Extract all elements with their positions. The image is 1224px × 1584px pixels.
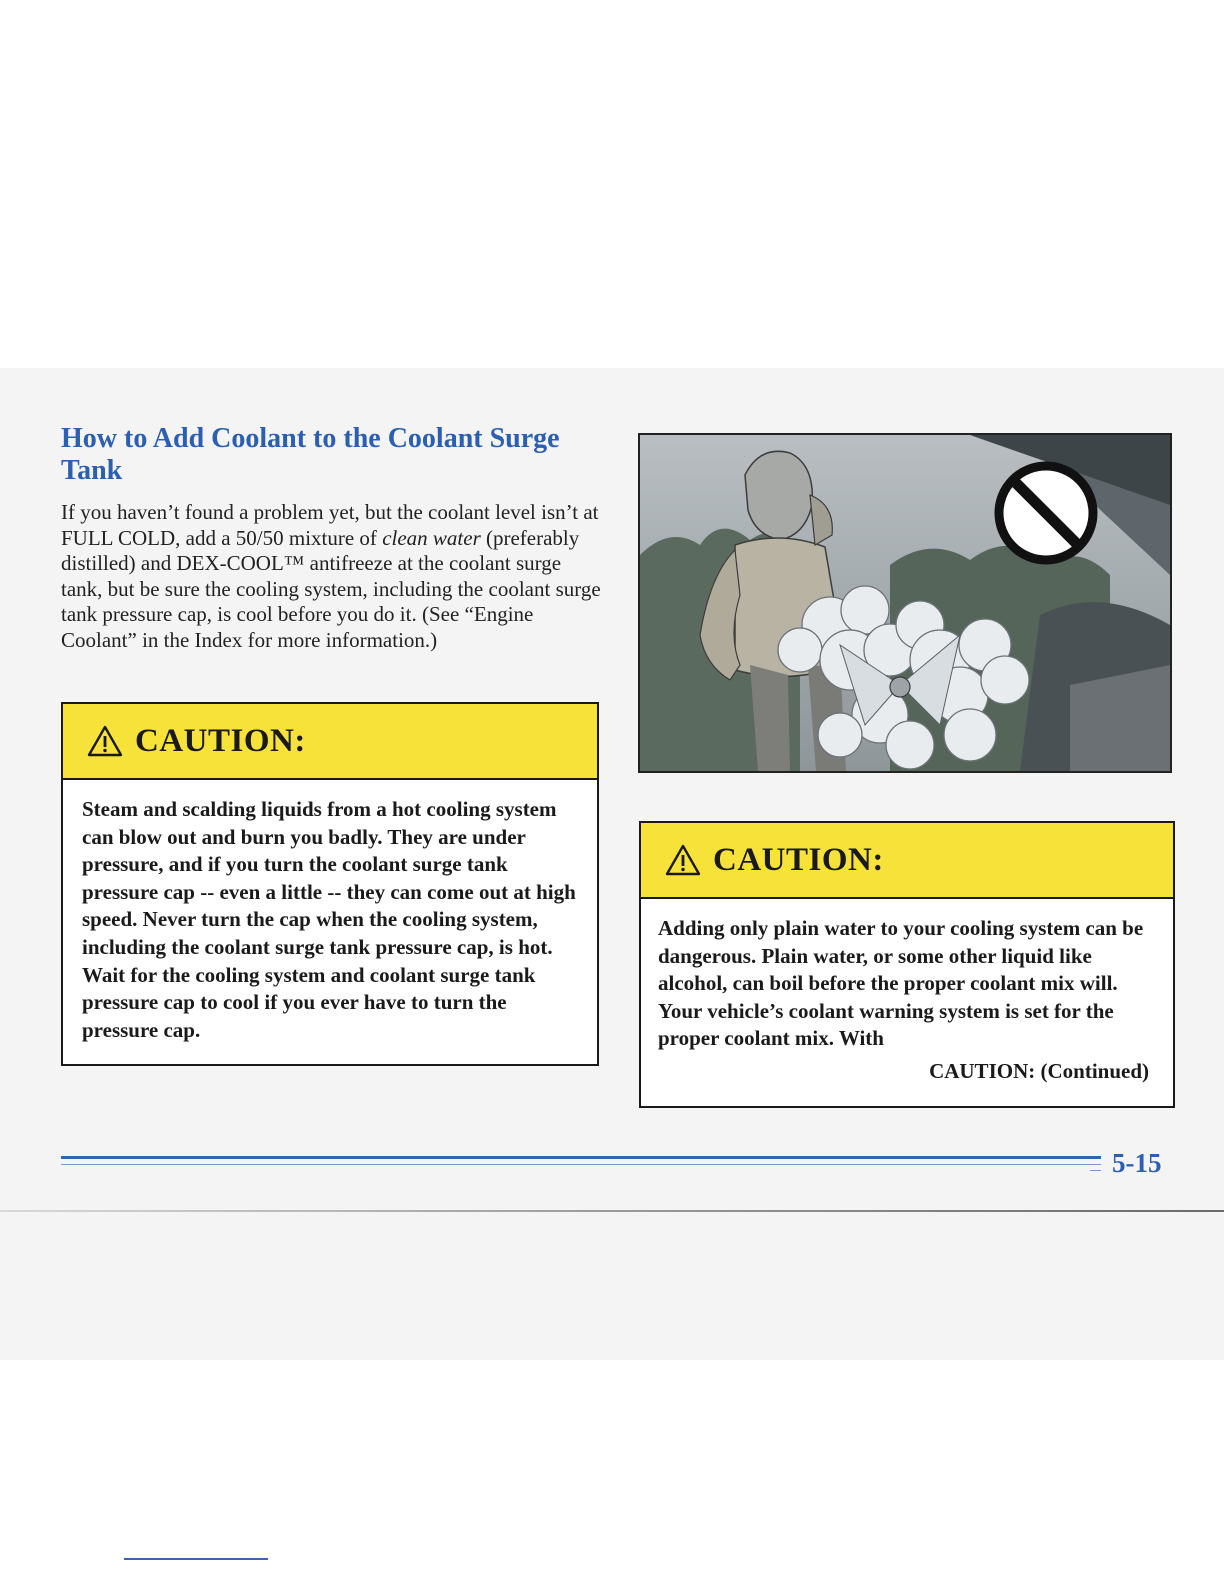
steam-illustration xyxy=(638,433,1172,773)
person-steam-burn-image xyxy=(640,435,1170,771)
caution-box-steam xyxy=(61,702,599,1066)
section-body xyxy=(61,500,606,654)
warning-triangle-icon xyxy=(665,844,701,876)
page-number: 5-15 xyxy=(1112,1148,1162,1178)
caution-title: CAUTION: xyxy=(713,841,884,878)
warning-triangle-icon xyxy=(87,725,123,757)
caution-text: Adding only plain water to your cooling system can be dangerous. Plain water, or some other liquid like alcohol, can boil before the proper coolant mix will. Your vehicle’s coolant warning system is set for the proper coolant mix. With xyxy=(658,916,1144,1051)
caution-title: CAUTION: xyxy=(135,722,306,759)
caution-header xyxy=(63,704,597,780)
body-text-part-2: (preferably distilled) and DEX-COOL™ antifreeze at the coolant surge tank, but be sure the cooling system, including the coolant surge tank pressure cap, is cool before you do it. (See “Engine Coolant” in the Index for more information.) xyxy=(61,525,601,652)
body-text-part-1: If you haven’t found a problem yet, but the coolant level isn’t at FULL COLD, add a 50/50 mixture of xyxy=(61,500,599,550)
body-text-italic: clean water xyxy=(382,525,481,550)
caution-header xyxy=(641,823,1173,899)
page-edge-line xyxy=(0,1210,1224,1212)
caution-text: Steam and scalding liquids from a hot cooling system can blow out and burn you badly. They are under pressure, and if you turn the coolant surge tank pressure cap -- even a little -- they can come out at high speed. Never turn the cap when the cooling system, including the coolant surge tank pressure cap, is hot. Wait for the cooling system and coolant surge tank pressure cap to cool if you ever have to turn the pressure cap. xyxy=(82,797,576,1042)
caution-continued-label: CAUTION: (Continued) xyxy=(929,1058,1149,1083)
section-heading: How to Add Coolant to the Coolant Surge Tank xyxy=(61,423,560,486)
footer-rule-tick xyxy=(1090,1170,1101,1171)
footer-rule-thin xyxy=(61,1164,1101,1165)
footer-rule xyxy=(61,1156,1101,1159)
no-symbol-icon xyxy=(999,466,1093,560)
bottom-rule xyxy=(124,1558,268,1560)
caution-box-plain-water xyxy=(639,821,1175,1108)
